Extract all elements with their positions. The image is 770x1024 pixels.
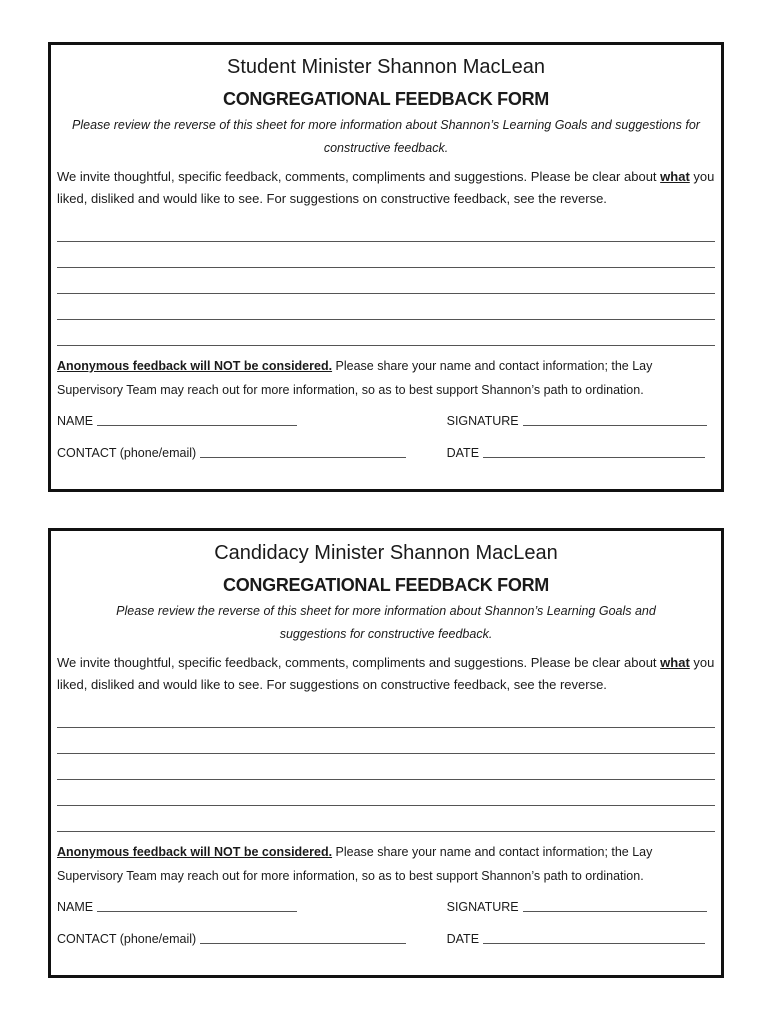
invite-emphasis: what: [660, 169, 690, 184]
name-blank[interactable]: [97, 411, 297, 426]
invite-paragraph: [57, 652, 715, 696]
feedback-line[interactable]: [57, 728, 715, 754]
invite-text-start: We invite thoughtful, specific feedback, comments, compliments and suggestions. Please be clear about: [57, 655, 661, 670]
date-blank[interactable]: [483, 929, 705, 944]
contact-label: CONTACT (phone/email): [57, 446, 197, 460]
form-subtitle: CONGREGATIONAL FEEDBACK FORM: [223, 575, 549, 595]
feedback-line[interactable]: [57, 754, 715, 780]
invite-text-end: you liked, disliked and would like to see. For suggestions on constructive feedback, see the reverse.: [57, 655, 715, 692]
field-row-name-signature: [57, 408, 715, 434]
signature-label: SIGNATURE: [446, 414, 519, 428]
date-label: DATE: [446, 932, 480, 946]
invite-paragraph: [57, 166, 715, 210]
signature-field[interactable]: [447, 408, 715, 434]
date-label: DATE: [446, 446, 480, 460]
name-blank[interactable]: [97, 897, 297, 912]
name-field[interactable]: [57, 894, 447, 920]
invite-text-end: you liked, disliked and would like to see. For suggestions on constructive feedback, see the reverse.: [57, 169, 715, 206]
contact-blank[interactable]: [200, 929, 406, 944]
anonymous-text: Please share your name and contact information; the Lay Supervisory Team may reach out for more information, so as to best support Shannon’s path to ordination.: [57, 845, 653, 883]
form-title: Student Minister Shannon MacLean: [227, 56, 545, 78]
field-row-contact-date: [57, 440, 715, 466]
field-row-name-signature: [57, 894, 715, 920]
form-instructions: Please review the reverse of this sheet for more information about Shannon’s Learning Goals and suggestions for constructive feedback.: [72, 118, 700, 155]
name-label: NAME: [57, 900, 94, 914]
field-row-contact-date: [57, 926, 715, 952]
form-title: Candidacy Minister Shannon MacLean: [214, 542, 558, 564]
anonymous-text: Please share your name and contact information; the Lay Supervisory Team may reach out for more information, so as to best support Shannon’s path to ordination.: [57, 359, 653, 397]
feedback-line[interactable]: [57, 806, 715, 832]
feedback-line[interactable]: [57, 780, 715, 806]
feedback-line[interactable]: [57, 702, 715, 728]
feedback-line[interactable]: [57, 242, 715, 268]
signature-label: SIGNATURE: [446, 900, 519, 914]
feedback-form-student: [48, 42, 724, 492]
contact-blank[interactable]: [200, 443, 406, 458]
date-field[interactable]: [447, 926, 715, 952]
feedback-form-candidacy: [48, 528, 724, 978]
feedback-line[interactable]: [57, 320, 715, 346]
name-label: NAME: [57, 414, 94, 428]
anonymous-notice: [57, 840, 715, 888]
anonymous-notice: [57, 354, 715, 402]
feedback-writing-area[interactable]: [57, 702, 715, 832]
form-subtitle: CONGREGATIONAL FEEDBACK FORM: [223, 89, 549, 109]
signature-field[interactable]: [447, 894, 715, 920]
feedback-line[interactable]: [57, 216, 715, 242]
contact-field[interactable]: [57, 440, 447, 466]
invite-text-start: We invite thoughtful, specific feedback, comments, compliments and suggestions. Please be clear about: [57, 169, 661, 184]
date-field[interactable]: [447, 440, 715, 466]
signature-blank[interactable]: [523, 897, 707, 912]
anonymous-warning: Anonymous feedback will NOT be considered.: [57, 845, 333, 859]
feedback-line[interactable]: [57, 294, 715, 320]
contact-label: CONTACT (phone/email): [57, 932, 197, 946]
feedback-line[interactable]: [57, 268, 715, 294]
anonymous-warning: Anonymous feedback will NOT be considered.: [57, 359, 333, 373]
contact-field[interactable]: [57, 926, 447, 952]
name-field[interactable]: [57, 408, 447, 434]
form-instructions: Please review the reverse of this sheet for more information about Shannon’s Learning Goals and suggestions for constructive feedback.: [116, 604, 656, 641]
signature-blank[interactable]: [523, 411, 707, 426]
invite-emphasis: what: [660, 655, 690, 670]
date-blank[interactable]: [483, 443, 705, 458]
feedback-writing-area[interactable]: [57, 216, 715, 346]
